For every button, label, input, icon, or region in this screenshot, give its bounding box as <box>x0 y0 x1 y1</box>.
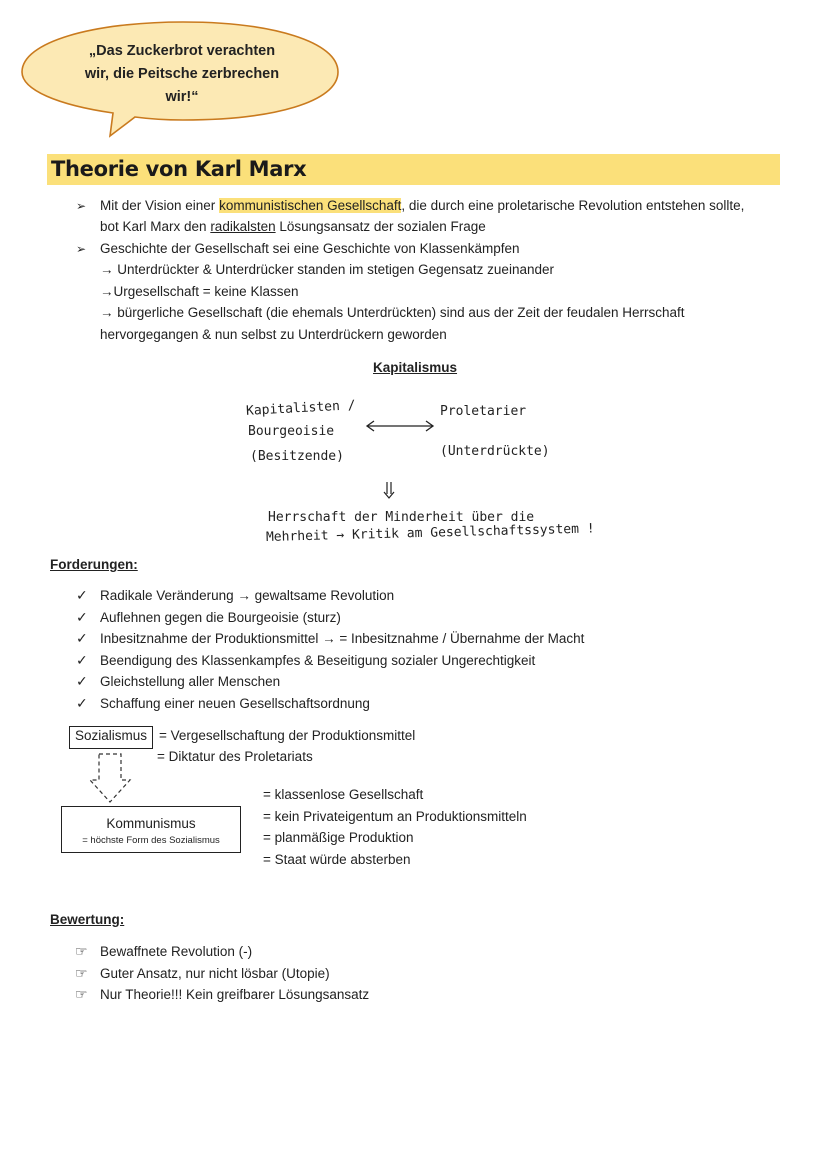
intro-text: Mit der Vision einer <box>100 198 220 213</box>
bewertung-item: Guter Ansatz, nur nicht lösbar (Utopie) <box>100 965 330 981</box>
check-icon: ✓ <box>76 587 88 603</box>
bewertung-title: Bewertung: <box>50 912 125 927</box>
check-icon: ✓ <box>76 630 88 646</box>
forderung-item: Inbesitznahme der Produktionsmittel → = Inbesitznahme / Übernahme der Macht <box>100 631 585 646</box>
kommunismus-def: = planmäßige Produktion <box>263 830 414 845</box>
forderung-item: Schaffung einer neuen Gesellschaftsordnung <box>100 695 370 711</box>
arrowhead-bullet-icon: ➢ <box>76 199 87 213</box>
kommunismus-def: = klassenlose Gesellschaft <box>263 787 424 802</box>
quote-text <box>62 40 302 109</box>
pointing-hand-icon: ☞ <box>75 986 88 1002</box>
double-down-arrow-icon <box>380 480 398 500</box>
quote-line-2: wir, die Peitsche zerbrechen <box>84 66 280 82</box>
kommunismus-def: = Staat würde absterben <box>263 851 411 867</box>
besitzende-label: (Besitzende) <box>250 449 344 464</box>
herrschaft-text-line-1: Herrschaft der Minderheit über die <box>268 510 535 525</box>
forderung-item: Auflehnen gegen die Bourgeoisie (sturz) <box>100 609 341 625</box>
proletarier-label: Proletarier <box>440 404 527 419</box>
kommunismus-sub: = höchste Form des Sozialismus <box>82 835 220 846</box>
check-icon: ✓ <box>76 608 88 625</box>
pointing-hand-icon: ☞ <box>75 964 88 981</box>
page-title: Theorie von Karl Marx <box>51 157 307 181</box>
intro-bullet-2-line-1: Geschichte der Gesellschaft sei eine Geschichte von Klassenkämpfen <box>100 241 520 256</box>
heading-bar <box>47 154 780 185</box>
forderung-item: Radikale Veränderung → gewaltsame Revolution <box>100 588 395 603</box>
sozialismus-def-2: = Diktatur des Proletariats <box>157 749 313 764</box>
kapitalisten-label: Kapitalisten / <box>245 398 356 419</box>
forderung-item: Beendigung des Klassenkampfes & Beseitigung sozialer Ungerechtigkeit <box>100 652 536 668</box>
quote-line-1: „Das Zuckerbrot verachten <box>88 43 276 59</box>
intro-bullet-1-line-1 <box>100 195 744 217</box>
unterdrueckte-label: (Unterdrückte) <box>440 444 550 459</box>
dashed-down-arrow-icon <box>88 752 132 804</box>
intro-bullet-2-line-5: hervorgegangen & nun selbst zu Unterdrückern geworden <box>100 327 447 342</box>
double-arrow-icon <box>364 418 436 434</box>
kommunismus-def: = kein Privateigentum an Produktionsmitteln <box>263 808 527 824</box>
pointing-hand-icon: ☞ <box>75 943 88 959</box>
sozialismus-def-1: = Vergesellschaftung der Produktionsmittel <box>159 728 416 743</box>
intro-bullet-2-line-3: →Urgesellschaft = keine Klassen <box>100 284 299 299</box>
intro-bullet-1-line-2 <box>100 216 486 238</box>
bewertung-item: Bewaffnete Revolution (-) <box>100 944 253 959</box>
kommunismus-label: Kommunismus <box>106 816 196 831</box>
forderungen-title: Forderungen: <box>50 557 138 572</box>
intro-text: Lösungsansatz der sozialen Frage <box>275 219 486 234</box>
check-icon: ✓ <box>76 651 88 668</box>
check-icon: ✓ <box>76 694 88 711</box>
intro-bullet-2-line-4: → bürgerliche Gesellschaft (die ehemals Unterdrückten) sind aus der Zeit der feudalen Herrschaft <box>100 305 685 320</box>
intro-text: bot Karl Marx den <box>100 219 211 234</box>
forderung-item: Gleichstellung aller Menschen <box>100 674 281 689</box>
sozialismus-label: Sozialismus <box>75 728 148 743</box>
highlighted-term: kommunistischen Gesellschaft <box>219 198 402 213</box>
quote-line-3: wir!“ <box>165 89 199 105</box>
underlined-term: radikalsten <box>210 219 276 234</box>
bourgeoisie-label: Bourgeoisie <box>248 424 335 439</box>
intro-text: , die durch eine proletarische Revolution entstehen sollte, <box>401 198 745 213</box>
check-icon: ✓ <box>76 673 88 689</box>
bewertung-item: Nur Theorie!!! Kein greifbarer Lösungsansatz <box>100 987 370 1002</box>
herrschaft-text-line-2: Mehrheit → Kritik am Gesellschaftssystem ! <box>265 521 595 545</box>
arrowhead-bullet-icon: ➢ <box>76 242 87 256</box>
intro-bullet-2-line-2: → Unterdrückter & Unterdrücker standen im stetigen Gegensatz zueinander <box>100 262 554 277</box>
kapitalismus-title: Kapitalismus <box>373 360 458 375</box>
